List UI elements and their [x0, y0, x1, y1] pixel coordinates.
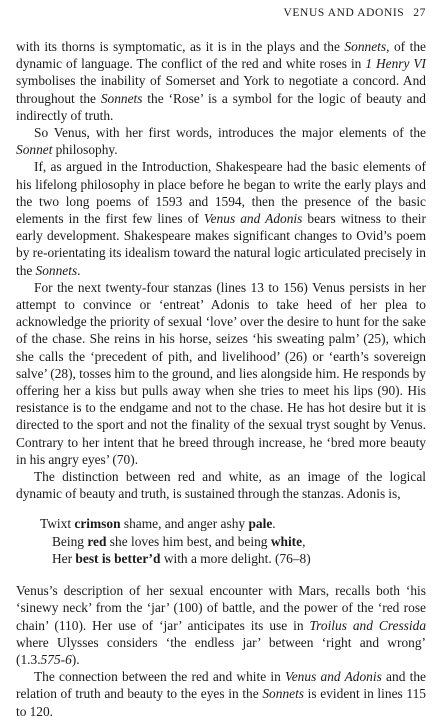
text-run: is evident in lines 115 to 120.: [16, 686, 426, 719]
text-run: Venus’s description of her sexual encounter with Mars, recalls both ‘his ‘sinewy neck’ from the ‘jar’ (100) of battle, and the power of the ‘red rose chain’ (110). Her use of ‘jar’ anticipates its use in: [16, 583, 426, 633]
paragraph-p4: [16, 279, 426, 468]
text-run: with a more delight. (76–8): [160, 550, 311, 566]
paragraph-p2: [16, 124, 426, 158]
text-run: For the next twenty-four stanzas (lines 13 to 156) Venus persists in her attempt to convince or ‘entreat’ Adonis to take heed of her plea to acknowledge the priority of sexual ‘love’ over the desire to hunt for the sake of the chase. She reins in his horse, seizes ‘his sweating palm’ (25), which she calls the ‘precedent of pith, and livelihood’ (26) or ‘earth’s sovereign salve’ (28), tosses him to the ground, and lies alongside him. He responds by offering her a kiss but pulls away when she tries to meet his lips (90). His resistance is to the endgame and not to the chase. He has hot desire but it is directed to the sport and not the finality of the sexual tryst sought by Venus. Contrary to her intent that he breed through increase, he ‘bred more beauty in his angry eyes’ (70).: [16, 279, 426, 467]
text-run: ,: [302, 533, 306, 549]
body-text: [16, 38, 426, 720]
emphasized-word: pale: [248, 516, 273, 532]
text-run: Twixt: [40, 516, 75, 532]
paragraphs-after-verse: [16, 582, 426, 720]
italic-title: Sonnets: [100, 90, 143, 106]
verse-line-v2: [16, 533, 426, 550]
text-run: So Venus, with her first words, introduces the major elements of the: [34, 125, 426, 141]
text-run: the ‘Rose’ is a symbol for the logic of beauty and indirectly of truth.: [16, 90, 426, 123]
text-run: If, as argued in the Introduction, Shakespeare had the basic elements of his lifelong philosophy in place before he began to write the early plays and the two long poems of 1593 and 1594, then the presence of the basic elements in the first few lines of: [16, 159, 426, 227]
paragraph-p7: [16, 668, 426, 720]
running-head: [284, 7, 426, 19]
italic-title: Sonnets: [344, 39, 387, 54]
text-run: philosophy.: [52, 142, 118, 158]
italic-title: Sonnet: [16, 142, 53, 158]
italic-title: Sonnets: [35, 262, 78, 278]
italic-title: Sonnets: [262, 686, 305, 702]
italic-title: 575-6: [40, 651, 72, 667]
verse-line-v1: [16, 515, 426, 532]
text-run: bears witness to their early development. Shakespeare makes significant changes to Ovid’s poem by re-orientating its idealism toward the natural logic articulated precisely in the: [16, 211, 426, 278]
text-run: The distinction between red and white, as an image of the logical dynamic of beauty and truth, is sustained through the stanzas. Adonis is,: [16, 469, 426, 502]
verse-line-v3: [16, 550, 426, 567]
italic-title: Venus and Adonis: [203, 211, 303, 227]
text-run: Her: [52, 550, 76, 566]
text-run: symbolises the inability of Somerset and York to negotiate a concord. And throughout the: [16, 73, 426, 106]
text-run: , of the dynamic of language. The conflict of the red and white roses in: [16, 39, 426, 72]
text-run: ).: [71, 651, 80, 667]
text-run: Being: [52, 533, 88, 549]
emphasized-word: best is better’d: [75, 550, 161, 566]
italic-title: Troilus and Cressida: [309, 617, 427, 633]
text-run: she loves him best, and being: [106, 533, 271, 549]
emphasized-word: white: [270, 533, 303, 549]
text-run: and the relation of truth and beauty to the eyes in the: [16, 669, 426, 702]
emphasized-word: crimson: [74, 516, 121, 532]
italic-title: Venus and Adonis: [285, 669, 382, 685]
text-run: .: [272, 516, 276, 532]
page-number: 27: [413, 7, 426, 19]
paragraph-p5: [16, 468, 426, 502]
text-run: with its thorns is symptomatic, as it is in the plays and the: [16, 39, 345, 54]
verse-quotation: [16, 515, 426, 567]
text-run: shame, and anger ashy: [120, 516, 249, 532]
text-run: .: [77, 262, 81, 278]
paragraph-p3: [16, 158, 426, 278]
paragraph-p6: [16, 582, 426, 668]
paragraphs-before-verse: [16, 38, 426, 502]
running-title: VENUS AND ADONIS: [283, 7, 405, 19]
text-run: The connection between the red and white in: [34, 669, 286, 685]
italic-title: 1 Henry VI: [365, 56, 427, 72]
paragraph-p1: [16, 38, 426, 124]
emphasized-word: red: [87, 533, 107, 549]
text-run: where Ulysses considers ‘the endless jar’ between ‘right and wrong’ (1.3.: [16, 634, 426, 667]
